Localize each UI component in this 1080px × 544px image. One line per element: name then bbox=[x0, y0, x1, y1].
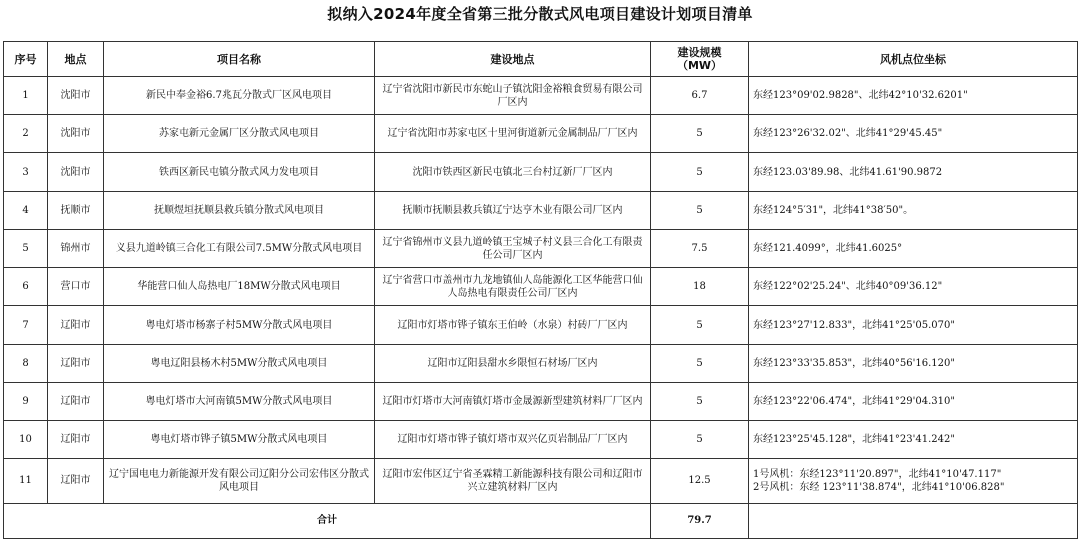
header-coords: 风机点位坐标 bbox=[749, 42, 1078, 77]
cell-no: 11 bbox=[4, 459, 48, 503]
cell-location: 抚顺市 bbox=[48, 191, 104, 229]
cell-location: 锦州市 bbox=[48, 229, 104, 267]
table-row bbox=[4, 344, 1078, 382]
cell-coords: 东经123°26'32.02"、北纬41°29'45.45" bbox=[749, 115, 1078, 153]
cell-scale: 5 bbox=[651, 191, 749, 229]
table-row bbox=[4, 382, 1078, 420]
cell-site: 辽宁省营口市盖州市九龙地镇仙人岛能源化工区华能营口仙人岛热电有限责任公司厂区内 bbox=[375, 268, 651, 306]
cell-coords: 东经123°22'06.474"，北纬41°29'04.310" bbox=[749, 382, 1078, 420]
cell-project: 粤电辽阳县杨木村5MW分散式风电项目 bbox=[104, 344, 375, 382]
header-project: 项目名称 bbox=[104, 42, 375, 77]
cell-location: 沈阳市 bbox=[48, 77, 104, 115]
table-row bbox=[4, 115, 1078, 153]
cell-scale: 7.5 bbox=[651, 229, 749, 267]
cell-no: 9 bbox=[4, 382, 48, 420]
table-row bbox=[4, 459, 1078, 503]
cell-no: 8 bbox=[4, 344, 48, 382]
cell-coords bbox=[749, 459, 1078, 503]
table-row bbox=[4, 421, 1078, 459]
cell-location: 辽阳市 bbox=[48, 421, 104, 459]
cell-site: 辽宁省沈阳市苏家屯区十里河街道新元金属制品厂厂区内 bbox=[375, 115, 651, 153]
cell-coords: 东经123°33'35.853"，北纬40°56'16.120" bbox=[749, 344, 1078, 382]
table-row bbox=[4, 229, 1078, 267]
total-coords-empty bbox=[749, 503, 1078, 538]
cell-coords: 东经123.03'89.98、北纬41.61'90.9872 bbox=[749, 153, 1078, 191]
table-row bbox=[4, 191, 1078, 229]
cell-no: 1 bbox=[4, 77, 48, 115]
cell-site: 沈阳市铁西区新民屯镇北三台村辽新厂厂区内 bbox=[375, 153, 651, 191]
cell-site: 辽阳市灯塔市铧子镇灯塔市双兴亿页岩制品厂厂区内 bbox=[375, 421, 651, 459]
header-scale-line2: （MW） bbox=[676, 59, 723, 72]
table-row bbox=[4, 77, 1078, 115]
cell-scale: 5 bbox=[651, 344, 749, 382]
cell-location: 辽阳市 bbox=[48, 344, 104, 382]
total-label: 合计 bbox=[4, 503, 651, 538]
cell-scale: 18 bbox=[651, 268, 749, 306]
cell-location: 沈阳市 bbox=[48, 153, 104, 191]
cell-location: 沈阳市 bbox=[48, 115, 104, 153]
cell-no: 4 bbox=[4, 191, 48, 229]
cell-scale: 5 bbox=[651, 382, 749, 420]
cell-coords: 东经123°25'45.128"，北纬41°23'41.242" bbox=[749, 421, 1078, 459]
cell-location: 营口市 bbox=[48, 268, 104, 306]
cell-scale: 5 bbox=[651, 153, 749, 191]
cell-coords: 东经122°02'25.24"、北纬40°09'36.12" bbox=[749, 268, 1078, 306]
cell-no: 2 bbox=[4, 115, 48, 153]
table-row bbox=[4, 153, 1078, 191]
total-value: 79.7 bbox=[651, 503, 749, 538]
cell-location: 辽阳市 bbox=[48, 459, 104, 503]
document-title: 拟纳入2024年度全省第三批分散式风电项目建设计划项目清单 bbox=[327, 5, 753, 23]
turbine-1-coords: 1号风机：东经123°11'20.897"，北纬41°10'47.117" bbox=[753, 468, 1002, 480]
cell-coords: 东经121.4099°，北纬41.6025° bbox=[749, 229, 1078, 267]
cell-project: 新民中奉金裕6.7兆瓦分散式厂区风电项目 bbox=[104, 77, 375, 115]
cell-site: 辽阳市宏伟区辽宁省圣霖精工新能源科技有限公司和辽阳市兴立建筑材料厂区内 bbox=[375, 459, 651, 503]
cell-project: 粤电灯塔市大河南镇5MW分散式风电项目 bbox=[104, 382, 375, 420]
cell-no: 3 bbox=[4, 153, 48, 191]
table-body bbox=[4, 77, 1078, 539]
cell-coords: 东经123°09'02.9828"、北纬42°10'32.6201" bbox=[749, 77, 1078, 115]
cell-project: 苏家屯新元金属厂区分散式风电项目 bbox=[104, 115, 375, 153]
cell-site: 辽阳市辽阳县甜水乡限恒石材场厂区内 bbox=[375, 344, 651, 382]
header-location: 地点 bbox=[48, 42, 104, 77]
cell-scale: 5 bbox=[651, 306, 749, 344]
cell-no: 6 bbox=[4, 268, 48, 306]
header-scale-line1: 建设规模 bbox=[677, 46, 722, 59]
cell-no: 7 bbox=[4, 306, 48, 344]
header-scale bbox=[651, 42, 749, 77]
cell-location: 辽阳市 bbox=[48, 306, 104, 344]
cell-no: 10 bbox=[4, 421, 48, 459]
cell-location: 辽阳市 bbox=[48, 382, 104, 420]
cell-project: 粤电灯塔市铧子镇5MW分散式风电项目 bbox=[104, 421, 375, 459]
cell-no: 5 bbox=[4, 229, 48, 267]
header-no: 序号 bbox=[4, 42, 48, 77]
header-row bbox=[4, 42, 1078, 77]
project-table bbox=[3, 41, 1078, 539]
cell-site: 辽宁省锦州市义县九道岭镇王宝城子村义县三合化工有限责任公司厂区内 bbox=[375, 229, 651, 267]
cell-scale: 6.7 bbox=[651, 77, 749, 115]
cell-site: 辽阳市灯塔市铧子镇东王伯岭（水泉）村砖厂厂区内 bbox=[375, 306, 651, 344]
total-row bbox=[4, 503, 1078, 538]
header-site: 建设地点 bbox=[375, 42, 651, 77]
cell-project: 铁西区新民屯镇分散式风力发电项目 bbox=[104, 153, 375, 191]
cell-project: 抚顺煜垣抚顺县救兵镇分散式风电项目 bbox=[104, 191, 375, 229]
cell-coords: 东经124°5′31"，北纬41°38′50"。 bbox=[749, 191, 1078, 229]
cell-project: 粤电灯塔市杨寨子村5MW分散式风电项目 bbox=[104, 306, 375, 344]
cell-scale: 5 bbox=[651, 421, 749, 459]
cell-project: 义县九道岭镇三合化工有限公司7.5MW分散式风电项目 bbox=[104, 229, 375, 267]
table-row bbox=[4, 268, 1078, 306]
cell-site: 辽阳市灯塔市大河南镇灯塔市金晟源新型建筑材料厂厂区内 bbox=[375, 382, 651, 420]
turbine-2-coords: 2号风机：东经 123°11'38.874"，北纬41°10'06.828" bbox=[753, 481, 1005, 493]
cell-site: 辽宁省沈阳市新民市东蛇山子镇沈阳金裕粮食贸易有限公司厂区内 bbox=[375, 77, 651, 115]
cell-scale: 5 bbox=[651, 115, 749, 153]
cell-coords: 东经123°27'12.833"，北纬41°25'05.070" bbox=[749, 306, 1078, 344]
cell-project: 华能营口仙人岛热电厂18MW分散式风电项目 bbox=[104, 268, 375, 306]
table-row bbox=[4, 306, 1078, 344]
cell-scale: 12.5 bbox=[651, 459, 749, 503]
cell-site: 抚顺市抚顺县救兵镇辽宁达亨木业有限公司厂区内 bbox=[375, 191, 651, 229]
cell-project: 辽宁国电电力新能源开发有限公司辽阳分公司宏伟区分散式风电项目 bbox=[104, 459, 375, 503]
